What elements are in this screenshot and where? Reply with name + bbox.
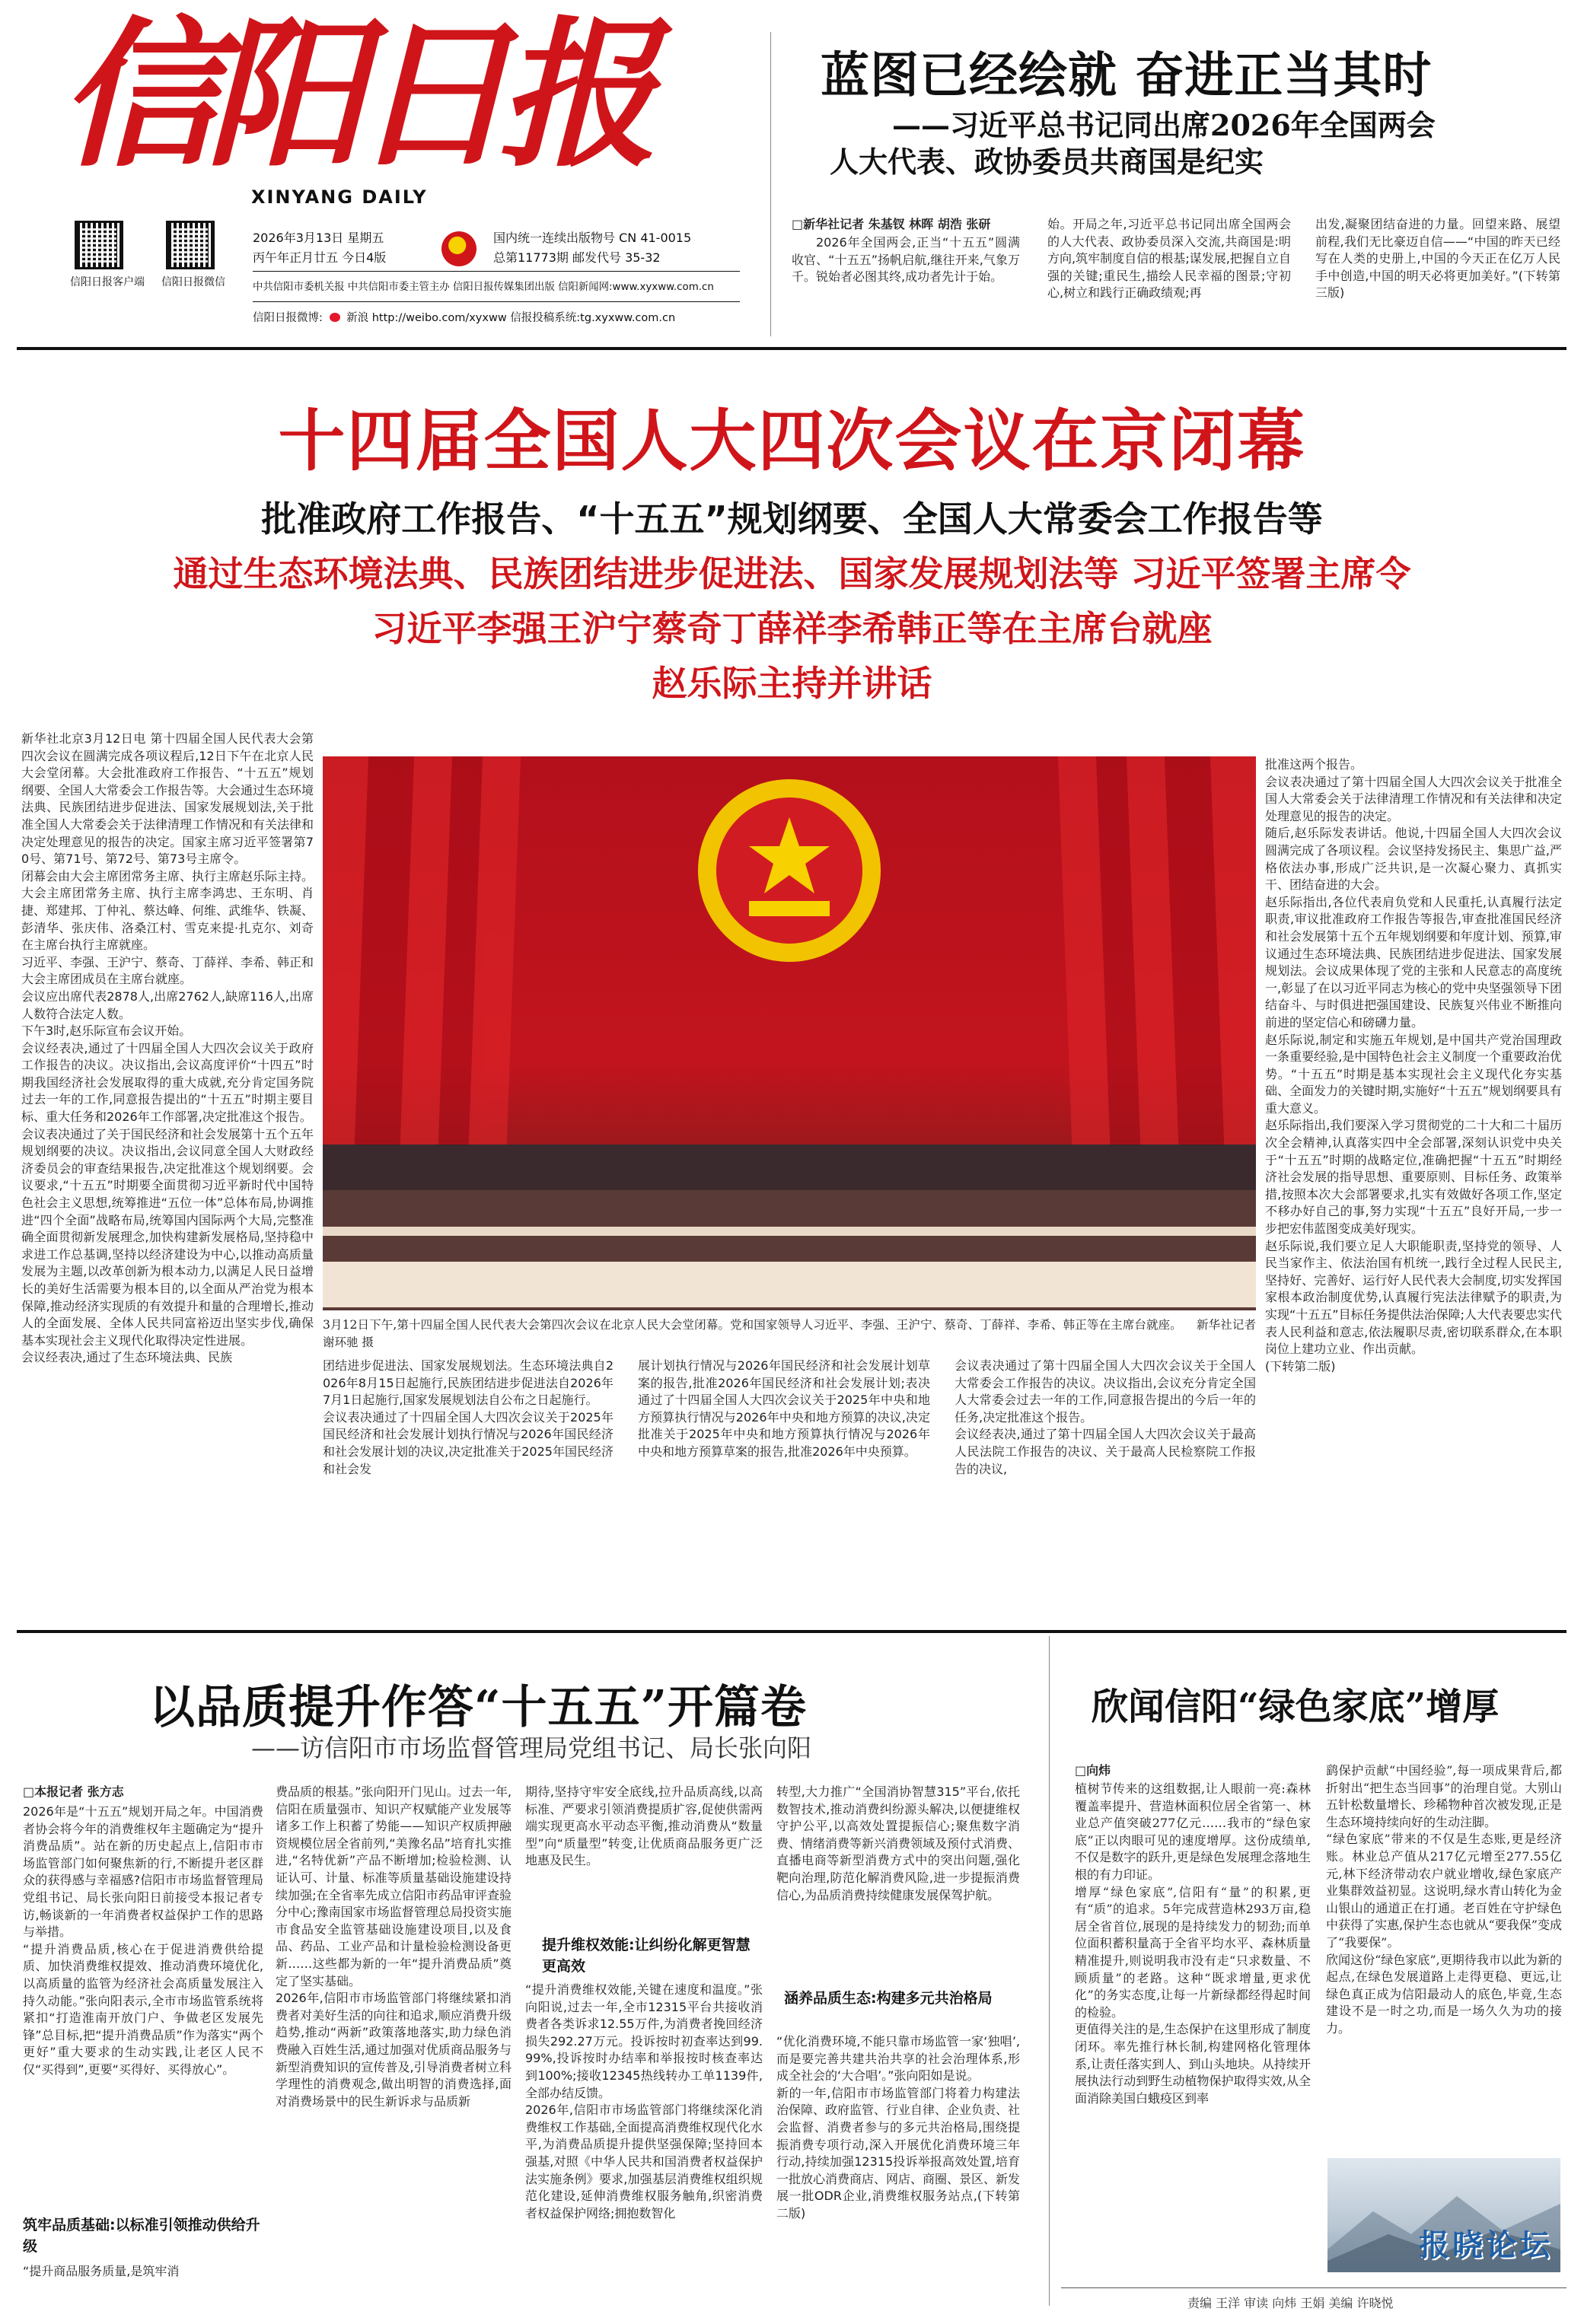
masthead-char-4: 报	[498, 1, 645, 189]
qr-app[interactable]	[75, 221, 123, 269]
top-heavy-rule	[17, 347, 1566, 350]
weibo-line	[253, 309, 675, 325]
interview-crosshead-3: 涵养品质生态:构建多元共治格局	[784, 1990, 993, 2007]
main-story-sub-4: 赵乐际主持并讲话	[652, 663, 932, 704]
emblem-icon	[441, 231, 476, 266]
photo-credit: 新华社记者 谢环驰 摄	[323, 1318, 1256, 1349]
interview-col-2-text: 费品质的根基。”张向阳开门见山。过去一年,信阳在质量强市、知识产权赋能产业发展等诸多工作上积蓄了势能——知识产权质押融资规模位居全省前列,“美豫名品”培育扎实推进,“名特优新”产品不断增加;检验检测、认证认可、计量、标准等质量基础设施建设持续加强;在全省率先成立信阳市药品审评查验分中心;豫南国家市场监督管理总局投资实施市食品安全监管基础设施建设项目,以及食品、药品、工业产品和计量检验检测设备更新……这些都为新的一年“提升消费品质”奠定了坚实基础。 2026年,信阳市市场监管部门将继续紧扣消费者对美好生活的向往和追求,顺应消费升级趋势,推动“两新”政策落地落实,助力绿色消费融入百姓生活,通过加强对优质商品服务与新型消费知识的宣传普及,引导消费者树立科学理性的消费观念,做出明智的消费选择,面对消费场景中的民生新诉求与品质新	[276, 1784, 512, 2109]
commentary-vertical-rule	[1049, 1636, 1050, 2306]
main-story-col-b3	[955, 1358, 1256, 1609]
main-story-col-right	[1265, 756, 1562, 1609]
top-story-col-3: 出发,凝聚团结奋进的力量。回望来路、展望前程,我们无比豪迈自信——“中国的昨天已经写在人类的史册上,中国的今天正在亿万人民手中创造,中国的明天必将更加美好。”(下转第三版)	[1315, 217, 1560, 301]
interview-title: 以品质提升作答“十五五”开篇卷	[149, 1681, 808, 1734]
masthead-char-3: 日	[352, 1, 499, 189]
main-story-sub-1: 批准政府工作报告、“十五五”规划纲要、全国人大常委会工作报告等	[261, 498, 1323, 540]
national-emblem-icon	[698, 779, 881, 962]
top-story-byline: □新华社记者 朱基钗 林晖 胡浩 张研	[792, 217, 991, 231]
commentary-col-2	[1326, 1762, 1562, 2138]
interview-crosshead-1: 筑牢品质基础:以标准引领推动供给升级	[23, 2217, 260, 2255]
interview-col-4b-text: “优化消费环境,不能只靠市场监管一家‘独唱’,而是要完善共建共治共享的社会治理体系,形成全社会的‘大合唱’。”张向阳如是说。 新的一年,信阳市市场监管部门将着力构建法治保障、政府监管、行业自律、企业负责、社会监督、消费者参与的多元共治格局,围绕提振消费专项行动,深入开展优化消费环境三年行动,持续加强12315投诉举报高效处置,培育一批放心消费商店、网店、商圈、景区、新发展一批ODR企业,消费维权服务站点,(下转第二版)	[776, 2034, 1020, 2221]
main-story-col-b2-text: 展计划执行情况与2026年国民经济和社会发展计划草案的报告,批准2026年国民经济和社会发展计划;表决通过了十四届全国人大四次会议关于2025年中央和地方预算执行情况与2026年中央和地方预算的决议,决定批准关于2025年中央和地方预算执行情况与2026年中央和地方预算草案的报告,批准2026年中央预算。	[638, 1358, 930, 1459]
interview-col-3b-text: “提升消费维权效能,关键在速度和温度。”张向阳说,过去一年,全市12315平台共接收消费者各类诉求12.55万件,为消费者挽回经济损失292.27万元。投诉按时初查率达到99.99%,投诉按时办结率和举报按时核查率达到100%;接收12345热线转办工单1139件,全部办结反馈。 2026年,信阳市市场监管部门将继续深化消费维权工作基础,全面提高消费维权现代化水平,为消费品质提升提供坚强保障;坚持回本强基,对照《中华人民共和国消费者权益保护法实施条例》要求,加强基层消费维权组织规范化建设,延伸消费维权服务触角,织密消费者权益保护网络;拥抱数智化	[525, 1982, 763, 2221]
commentary-col-1	[1075, 1781, 1311, 2272]
stage-band	[323, 1144, 1256, 1190]
interview-col-1b: “提升商品服务质量,是筑牢消	[23, 2264, 180, 2278]
masthead-logo	[59, 0, 668, 189]
issue-org: 中共信阳市委机关报 中共信阳市委主管主办 信阳日报传媒集团出版 信阳新闻网:www.xyxww.com.cn	[253, 282, 714, 293]
main-story-col-left-text: 新华社北京3月12日电 第十四届全国人民代表大会第四次会议在圆满完成各项议程后,12日下午在北京人民大会堂闭幕。大会批准政府工作报告、“十五五”规划纲要、全国人大常委会工作报告等。大会通过生态环境法典、民族团结进步促进法、国家发展规划法,关于批准全国人大常委会关于法律清理工作情况和有关法律和决定处理意见的报告的决定。国家主席习近平签署第70号、第71号、第72号、第73号主席令。 闭幕会由大会主席团常务主席、执行主席赵乐际主持。大会主席团常务主席、执行主席李鸿忠、王东明、肖捷、郑建邦、丁仲礼、蔡达峰、何维、武维华、铁凝、彭清华、张庆伟、洛桑江村、雪克来提·扎克尔、刘奇在主席台执行主席就座。 习近平、李强、王沪宁、蔡奇、丁薛祥、李希、韩正和大会主席团成员在主席台就座。 会议应出席代表2878人,出席2762人,缺席116人,出席人数符合法定人数。 下午3时,赵乐际宣布会议开始。 会议经表决,通过了十四届全国人大四次会议关于政府工作报告的决议。决议指出,会议高度评价“十四五”时期我国经济社会发展取得的重大成就,充分肯定国务院过去一年的工作,同意报告提出的“十五五”时期主要目标、重大任务和2026年工作部署,决定批准这个报告。 会议表决通过了关于国民经济和社会发展第十五个五年规划纲要的决议。决议指出,会议同意全国人大财政经济委员会的审查结果报告,决定批准这个规划纲要。会议要求,“十五五”时期要全面贯彻习近平新时代中国特色社会主义思想,统筹推进“五位一体”总体布局,协调推进“四个全面”战略布局,统筹国内国际两个大局,完整准确全面贯彻新发展理念,加快构建新发展格局,坚持稳中求进工作总基调,坚持以经济建设为中心,以推动高质量发展为主题,以改革创新为根本动力,以满足人民日益增长的美好生活需要为根本目的,以全面从严治党为根本保障,推动经济实现质的有效提升和量的合理增长,推动人的全面发展、全体人民共同富裕迈出坚实步伐,确保基本实现社会主义现代化取得决定性进展。 会议经表决,通过了生态环境法典、民族	[21, 731, 314, 1365]
main-story-col-b3-text: 会议表决通过了第十四届全国人大四次会议关于全国人大常委会工作报告的决议。决议指出,会议充分肯定全国人大常委会过去一年的工作,同意报告提出的今后一年的任务,决定批准这个报告。 会议经表决,通过了第十四届全国人大四次会议关于最高人民法院工作报告的决议、关于最高人民检察院工作报告的决议,	[955, 1358, 1256, 1476]
interview-col-4b	[776, 2033, 1020, 2280]
interview-crosshead-2: 提升维权效能:让纠纷化解更智慧更高效	[542, 1937, 751, 1975]
top-story-col-2: 始。开局之年,习近平总书记同出席全国两会的人大代表、政协委员深入交流,共商国是:明方向,筑牢制度自信的根基;谋发展,把握自立自强的关键;重民生,描绘人民幸福的图景;守初心,树立和践行正确政绩观;再	[1047, 217, 1291, 301]
photo-caption	[323, 1316, 1256, 1353]
main-story-col-left	[21, 731, 314, 1609]
interview-col-1	[23, 1803, 263, 2275]
commentary-byline: □向炜	[1075, 1763, 1111, 1778]
issue-cn: 国内统一连续出版物号 CN 41-0015	[493, 231, 692, 245]
issue-date: 2026年3月13日 星期五	[253, 231, 384, 245]
issue-lunar: 丙午年正月廿五 今日4版	[253, 250, 387, 265]
interview-byline: □本报记者 张方志	[23, 1784, 124, 1799]
interview-col-1-text: 2026年是“十五五”规划开局之年。中国消费者协会将今年的消费维权年主题确定为“提升消费品质”。站在新的历史起点上,信阳市市场监管部门如何聚焦新的行,不断提升老区群众的获得感与幸福感?信阳市市场监督管理局党组书记、局长张向阳日前接受本报记者专访,畅谈新的一年消费者权益保护工作的思路与举措。 “提升消费品质,核心在于促进消费供给提质、加快消费维权提效、推动消费环境优化,以高质量的监管为经济社会高质量发展注入持久动能。”张向阳表示,全市市场监管系统将紧扣“打造淮南开放门户、争做老区发展先锋”总目标,把“提升消费品质”作为落实“两个更好”重大要求的生动实践,让老区人民不仅“买得到”,更要“买得好、买得放心”。	[23, 1804, 263, 2077]
main-story-col-b2	[638, 1358, 930, 1609]
main-story-sub-3: 习近平李强王沪宁蔡奇丁薛祥李希韩正等在主席台就座	[371, 608, 1213, 649]
qr-app-label: 信阳日报客户端	[70, 276, 145, 288]
top-vertical-rule	[770, 32, 771, 336]
masthead-pinyin: XINYANG DAILY	[251, 186, 428, 208]
main-story-col-b1-text: 团结进步促进法、国家发展规划法。生态环境法典自2026年8月15日起施行,民族团结进步促进法自2026年7月1日起施行,国家发展规划法自公布之日起施行。 会议表决通过了十四届全国人大四次会议关于2025年国民经济和社会发展计划执行情况与2026年国民经济和社会发展计划的决议,决定批准关于2025年国民经济和社会发	[323, 1358, 614, 1476]
top-story-title: 蓝图已经绘就 奋进正当其时	[821, 47, 1433, 104]
footer-rule	[1061, 2287, 1566, 2288]
top-story-col-1: 2026年全国两会,正当“十五五”圆满收官、“十五五”扬帆启航,继往开来,气象万千。锐始者必图其终,成功者先计于始。	[792, 235, 1020, 285]
audience-rows	[323, 1190, 1256, 1310]
main-story-title: 十四届全国人大四次会议在京闭幕	[278, 402, 1306, 480]
main-story-col-b1	[323, 1358, 614, 1609]
red-flags-right	[1058, 756, 1256, 1183]
main-story-col-right-text: 批准这两个报告。 会议表决通过了第十四届全国人大四次会议关于批准全国人大常委会关于法律清理工作情况和有关法律和决定处理意见的报告的决定。 随后,赵乐际发表讲话。他说,十四届全国人大四次会议圆满完成了各项议程。会议坚持发扬民主、集思广益,严格依法办事,形成广泛共识,是一次凝心聚力、真抓实干、团结奋进的大会。 赵乐际指出,各位代表肩负党和人民重托,认真履行法定职责,审议批准政府工作报告等报告,审查批准国民经济和社会发展第十五个五年规划纲要和年度计划、预算,审议通过生态环境法典、民族团结进步促进法、国家发展规划法。会议成果体现了党的主张和人民意志的高度统一,彰显了在以习近平同志为核心的党中央坚强领导下团结奋斗、与时俱进把强国建设、民族复兴伟业不断推向前进的坚定信心和磅礴力量。 赵乐际说,制定和实施五年规划,是中国共产党治国理政一条重要经验,是中国特色社会主义制度一个重要政治优势。“十五五”时期是基本实现社会主义现代化夯实基础、全面发力的关键时期,实施好“十五五”规划纲要具有重大意义。 赵乐际指出,我们要深入学习贯彻党的二十大和二十届历次全会精神,认真落实四中全会部署,深刻认识党中央关于“十五五”时期的战略定位,准确把握“十五五”时期经济社会发展的指导思想、重要原则、目标任务、政策举措,按照本次大会部署要求,扎实有效做好各项工作,坚定不移办好自己的事,努力实现“十五五”良好开局,一步一步把宏伟蓝图变成美好现实。 赵乐际说,我们要立足人大职能职责,坚持党的领导、人民当家作主、依法治国有机统一,践行全过程人民民主,坚持好、完善好、运行好人民代表大会制度,切实发挥国家根本政治制度优势,认真履行宪法法律赋予的职责,为实现“十五五”目标任务提供法治保障;人大代表要忠实代表人民利益和意志,依法履职尽责,密切联系群众,在本职岗位上建功立业、作出贡献。 (下转第二版)	[1265, 757, 1562, 1374]
interview-subtitle: ——访信阳市市场监督管理局党组书记、局长张向阳	[251, 1733, 812, 1762]
masthead-char-1: 信	[59, 1, 206, 189]
interview-col-3b	[525, 1982, 763, 2280]
weibo-icon	[330, 313, 340, 322]
commentary-badge-label: 报晓论坛	[1419, 2227, 1553, 2263]
main-story-sub-2: 通过生态环境法典、民族团结进步促进法、国家发展规划法等 习近平签署主席令	[173, 553, 1411, 594]
photo-caption-text: 3月12日下午,第十四届全国人民代表大会第四次会议在北京人民大会堂闭幕。党和国家领导人习近平、李强、王沪宁、蔡奇、丁薛祥、李希、韩正等在主席台就座。	[323, 1318, 1182, 1332]
interview-col-4a: 转型,大力推广“全国消协智慧315”平台,依托数智技术,推动消费纠纷源头解决,以便捷维权守护公平,以高效处置提振信心;聚焦数字消费、情绪消费等新兴消费领域及预付式消费、直播电商等新型消费方式中的突出问题,强化靶向治理,防范化解消费风险,进一步提振消费信心,为品质消费持续健康发展保驾护航。	[776, 1784, 1020, 1902]
qr-wechat-label: 信阳日报微信	[161, 276, 225, 288]
hall-photo-svg	[323, 756, 1256, 1310]
masthead-divider	[253, 271, 740, 272]
middle-heavy-rule	[17, 1630, 1566, 1633]
masthead-char-2: 阳	[206, 1, 352, 189]
commentary-title: 欣闻信阳“绿色家底”增厚	[1092, 1686, 1500, 1728]
commentary-col-2-text: 鹞保护贡献“中国经验”,每一项成果背后,都折射出“把生态当回事”的治理自觉。大别山五针松数量增长、珍稀物种首次被发现,正是生态环境持续向好的生动注脚。 “绿色家底”带来的不仅是生态账,更是经济账。林业总产值从217亿元增至277.55亿元,林下经济带动农户就业增收,绿色家底产业集群效益初显。这说明,绿水青山转化为金山银山的通道正在打通。老百姓在守护绿色中获得了实惠,保护生态也就从“要我保”变成了“我要保”。 欣闻这份“绿色家底”,更期待我市以此为新的起点,在绿色发展道路上走得更稳、更远,让绿色真正成为信阳最动人的底色,毕竟,生态建设不是一时之功,而是一场久久为功的接力。	[1326, 1763, 1562, 2036]
commentary-col-1-text: 植树节传来的这组数据,让人眼前一亮:森林覆盖率提升、营造林面积位居全省第一、林业总产值突破277亿元……我市的“绿色家底”正以肉眼可见的速度增厚。这份成绩单,不仅是数字的跃升,更是绿色发展理念落地生根的有力印证。 增厚“绿色家底”,信阳有“量”的积累,更有“质”的追求。5年完成营造林293万亩,稳居全省首位,展现的是持续发力的韧劲;而单位面积蓄积量高于全省平均水平、森林质量精准提升,则说明我市没有走“只求数量、不顾质量”的老路。这种“既求增量,更求优化”的务实态度,让每一片新绿都经得起时间的检验。 更值得关注的是,生态保护在这里形成了制度闭环。率先推行林长制,构建网格化管理体系,让责任落实到人、到山头地块。从持续开展执法行动到野生动植物保护取得实效,从全面消除美国白蛾疫区到率	[1075, 1781, 1311, 2106]
interview-col-2	[276, 1784, 512, 2280]
masthead-divider-2	[253, 301, 740, 302]
qr-wechat[interactable]	[166, 221, 215, 269]
red-flags-left	[323, 756, 521, 1183]
commentary-badge	[1327, 2158, 1560, 2272]
top-story-subtitle-1: ——习近平总书记同出席2026年全国两会	[892, 108, 1436, 142]
hall-photo	[323, 756, 1256, 1310]
weibo-label: 信阳日报微博:	[253, 312, 323, 324]
interview-col-3a: 期待,坚持守牢安全底线,拉升品质高线,以高标准、严要求引领消费提质扩容,促使供需两端实现更高水平动态平衡,推动消费从“数量型”向“质量型”转变,让优质商品服务更广泛地惠及民生。	[525, 1784, 763, 1868]
footer-credit: 责编 王洋 审读 向炜 王娟 美编 许晓悦	[1187, 2296, 1394, 2310]
top-story-subtitle-2: 人大代表、政协委员共商国是纪实	[830, 145, 1264, 179]
issue-total: 总第11773期 邮发代号 35-32	[493, 250, 661, 265]
weibo-link[interactable]: 新浪 http://weibo.com/xyxww 信报投稿系统:tg.xyxww.com.cn	[346, 312, 676, 324]
